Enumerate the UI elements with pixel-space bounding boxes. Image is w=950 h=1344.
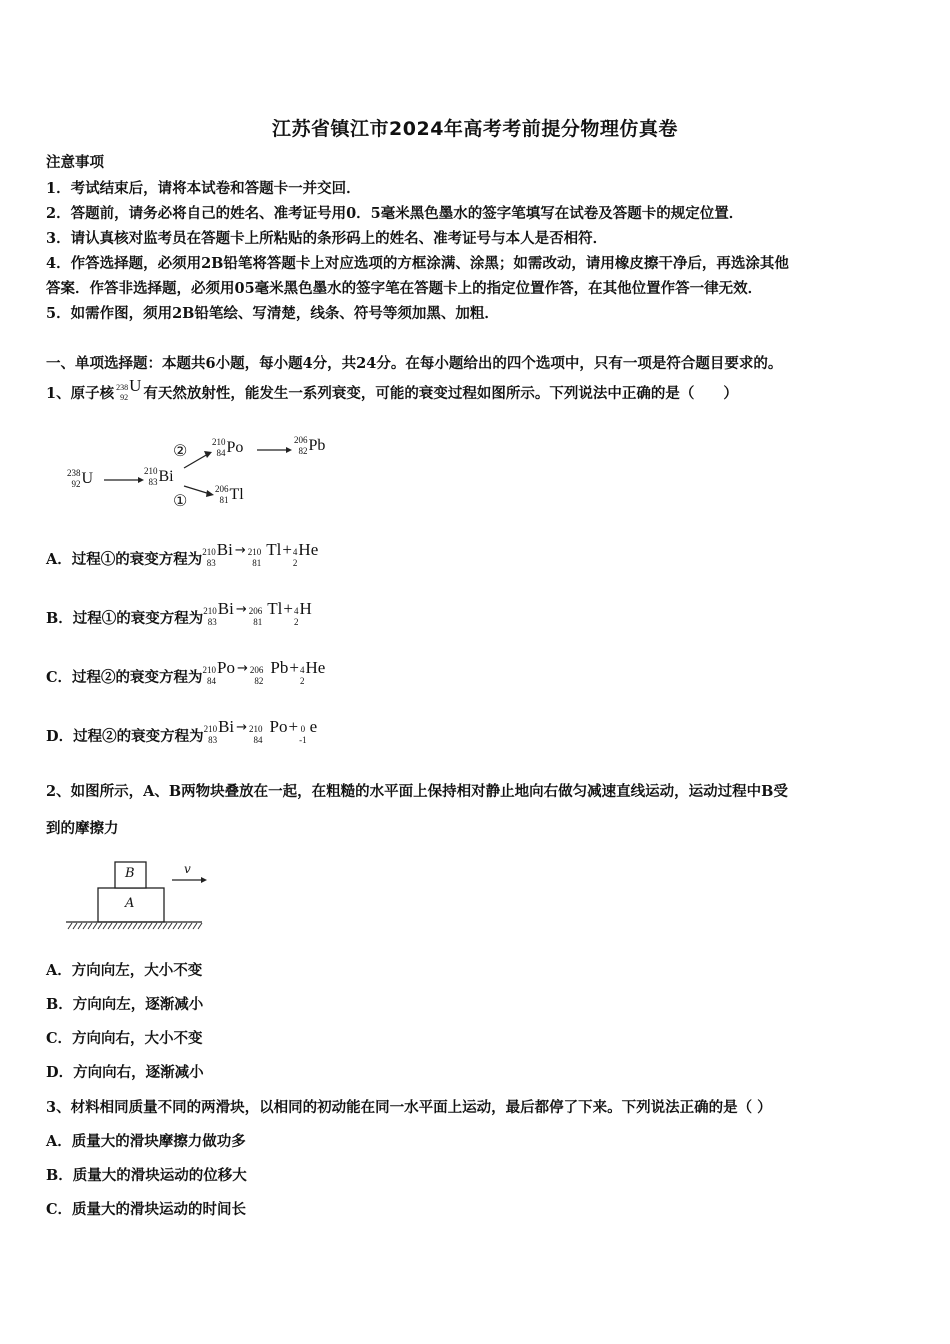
mass: 210 (249, 724, 263, 734)
diagram-tl (215, 484, 244, 506)
arrow-bi-tl (184, 486, 210, 494)
charge: 83 (208, 735, 218, 745)
nucleus-charge: 92 (120, 392, 129, 402)
q3-option-c: C．质量大的滑块运动的时间长 (46, 1201, 247, 1218)
tl-mass: 206 (215, 484, 229, 494)
pb-symbol: Pb (308, 437, 326, 454)
arrow-symbol: → (234, 542, 246, 558)
arrow-bi-po (184, 454, 208, 468)
diagram-bi (144, 466, 174, 488)
bi-charge: 83 (148, 477, 158, 487)
symbol: Bi (218, 717, 235, 736)
notice-line: 5．如需作图，须用2B铅笔绘、写清楚，线条、符号等须加黑、加粗． (46, 305, 499, 322)
notice-line: 4．作答选择题，必须用2B铅笔将答题卡上对应选项的方框涂满、涂黑；如需改动，请用橡皮擦干净后，再选涂其他 (46, 255, 789, 272)
arrowhead-bi-tl (206, 490, 214, 497)
notice-line: 答案．作答非选择题，必须用05毫米黑色墨水的签字笔在答题卡上的指定位置作答，在其他位置作答一律无效． (46, 280, 763, 297)
charge: 83 (206, 558, 216, 568)
symbol: e (309, 717, 318, 736)
u-mass: 238 (67, 468, 81, 478)
mass: 210 (203, 606, 217, 616)
q2-stem-line2: 到的摩擦力 (46, 820, 119, 837)
path-1-label: ① (173, 491, 188, 510)
eq-term (293, 599, 312, 628)
option-label: B．过程①的衰变方程为 (46, 609, 204, 627)
eq-term (247, 540, 282, 569)
option-label: D．过程②的衰变方程为 (46, 727, 204, 745)
symbol: H (299, 599, 312, 618)
eq-term (299, 658, 326, 687)
plus-symbol: + (283, 599, 293, 618)
block-a-label: A (125, 896, 135, 911)
plus-symbol: + (282, 540, 292, 559)
symbol: He (298, 540, 319, 559)
bi-mass: 210 (144, 466, 158, 476)
symbol: Pb (270, 658, 289, 677)
q2-figure (62, 856, 212, 936)
charge: 2 (292, 558, 298, 568)
q1-stem (46, 375, 738, 403)
eq-term (203, 599, 234, 628)
pb-mass: 206 (294, 435, 308, 445)
mass: 210 (247, 547, 262, 557)
charge: 84 (207, 676, 217, 686)
charge: 81 (253, 617, 263, 627)
q3-option-a: A．质量大的滑块摩擦力做功多 (46, 1133, 246, 1150)
q3-option-b: B．质量大的滑块运动的位移大 (46, 1167, 247, 1184)
notice-line: 1．考试结束后，请将本试卷和答题卡一并交回． (46, 180, 361, 197)
plus-symbol: + (289, 658, 299, 677)
eq-term (292, 540, 319, 569)
symbol: Tl (266, 540, 282, 559)
charge: 83 (207, 617, 217, 627)
arrowhead-bi-po (204, 451, 212, 458)
arrow-symbol: → (237, 660, 248, 676)
diagram-pb (294, 435, 325, 457)
notice-heading: 注意事项 (46, 154, 104, 171)
q3-stem: 3、材料相同质量不同的两滑块，以相同的初动能在同一水平面上运动，最后都停了下来。下列说法正确的是（ ） (46, 1099, 772, 1116)
q1-option-b (46, 599, 312, 628)
po-symbol: Po (226, 439, 244, 456)
notice-line: 2．答题前，请务必将自己的姓名、准考证号用0．5毫米黑色墨水的签字笔填写在试卷及答题卡的规定位置． (46, 205, 744, 222)
bi-symbol: Bi (158, 468, 174, 485)
q2-stem-line1: 2、如图所示，A、B两物块叠放在一起，在粗糙的水平面上保持相对静止地向右做匀减速直线运动，运动过程中B受 (46, 783, 788, 800)
mass: 0 (300, 724, 306, 734)
symbol: Po (269, 717, 288, 736)
option-label: A．过程①的衰变方程为 (46, 550, 203, 568)
eq-term (249, 717, 288, 746)
option-label: C．过程②的衰变方程为 (46, 668, 203, 686)
section-heading: 一、单项选择题：本题共6小题，每小题4分，共24分。在每小题给出的四个选项中，只有一项是符合题目要求的。 (46, 355, 783, 372)
ground-hatching (68, 923, 202, 929)
decay-diagram (60, 432, 350, 517)
mass: 4 (293, 606, 299, 616)
po-charge: 84 (216, 448, 226, 458)
charge: 81 (252, 558, 262, 568)
q2-option-a: A．方向向左，大小不变 (46, 962, 203, 979)
plus-symbol: + (288, 717, 299, 736)
charge: -1 (299, 735, 307, 745)
mass: 4 (292, 547, 298, 557)
pb-charge: 82 (298, 446, 308, 456)
velocity-label: v (184, 862, 191, 876)
eq-term (203, 717, 235, 746)
eq-term (202, 540, 233, 569)
tl-charge: 81 (219, 495, 229, 505)
q1-suffix: 有天然放射性，能发生一系列衰变，可能的衰变过程如图所示。下列说法中正确的是（ ） (143, 385, 738, 402)
q1-option-d (46, 717, 318, 746)
q2-option-c: C．方向向右，大小不变 (46, 1030, 203, 1047)
q1-option-c (46, 658, 326, 687)
eq-term (202, 658, 236, 687)
charge: 82 (254, 676, 264, 686)
q1-option-a (46, 540, 319, 569)
mass: 206 (249, 665, 264, 675)
q1-prefix: 1、原子核 (46, 385, 115, 402)
mass: 210 (202, 547, 216, 557)
u-symbol: U (81, 470, 94, 487)
arrow-symbol: → (235, 601, 247, 617)
block-b-label: B (125, 866, 135, 881)
diagram-po (212, 437, 243, 459)
q2-option-b: B．方向向左，逐渐减小 (46, 996, 204, 1013)
arrow-symbol: → (236, 719, 248, 735)
page-title: 江苏省镇江市2024年高考考前提分物理仿真卷 (272, 118, 678, 140)
symbol: Bi (217, 599, 234, 618)
mass: 210 (203, 724, 218, 734)
eq-term (299, 717, 318, 746)
eq-term (249, 658, 289, 687)
mass: 210 (202, 665, 217, 675)
q1-nucleus (116, 375, 142, 403)
arrowhead-po-pb (286, 447, 292, 453)
symbol: Tl (267, 599, 283, 618)
symbol: He (305, 658, 326, 677)
po-mass: 210 (212, 437, 226, 447)
symbol: Po (217, 658, 236, 677)
nucleus-symbol: U (129, 375, 142, 395)
path-2-label: ② (173, 441, 188, 460)
u-charge: 92 (71, 479, 81, 489)
symbol: Bi (216, 540, 233, 559)
charge: 2 (293, 617, 299, 627)
eq-term (248, 599, 283, 628)
velocity-arrowhead (201, 877, 207, 883)
charge: 2 (299, 676, 305, 686)
mass: 4 (299, 665, 305, 675)
mass: 206 (248, 606, 263, 616)
q2-option-d: D．方向向右，逐渐减小 (46, 1064, 204, 1081)
charge: 84 (253, 735, 263, 745)
nucleus-mass: 238 (116, 382, 129, 392)
diagram-u (67, 468, 93, 490)
tl-symbol: Tl (229, 486, 244, 503)
notice-line: 3．请认真核对监考员在答题卡上所粘贴的条形码上的姓名、准考证号与本人是否相符． (46, 230, 608, 247)
